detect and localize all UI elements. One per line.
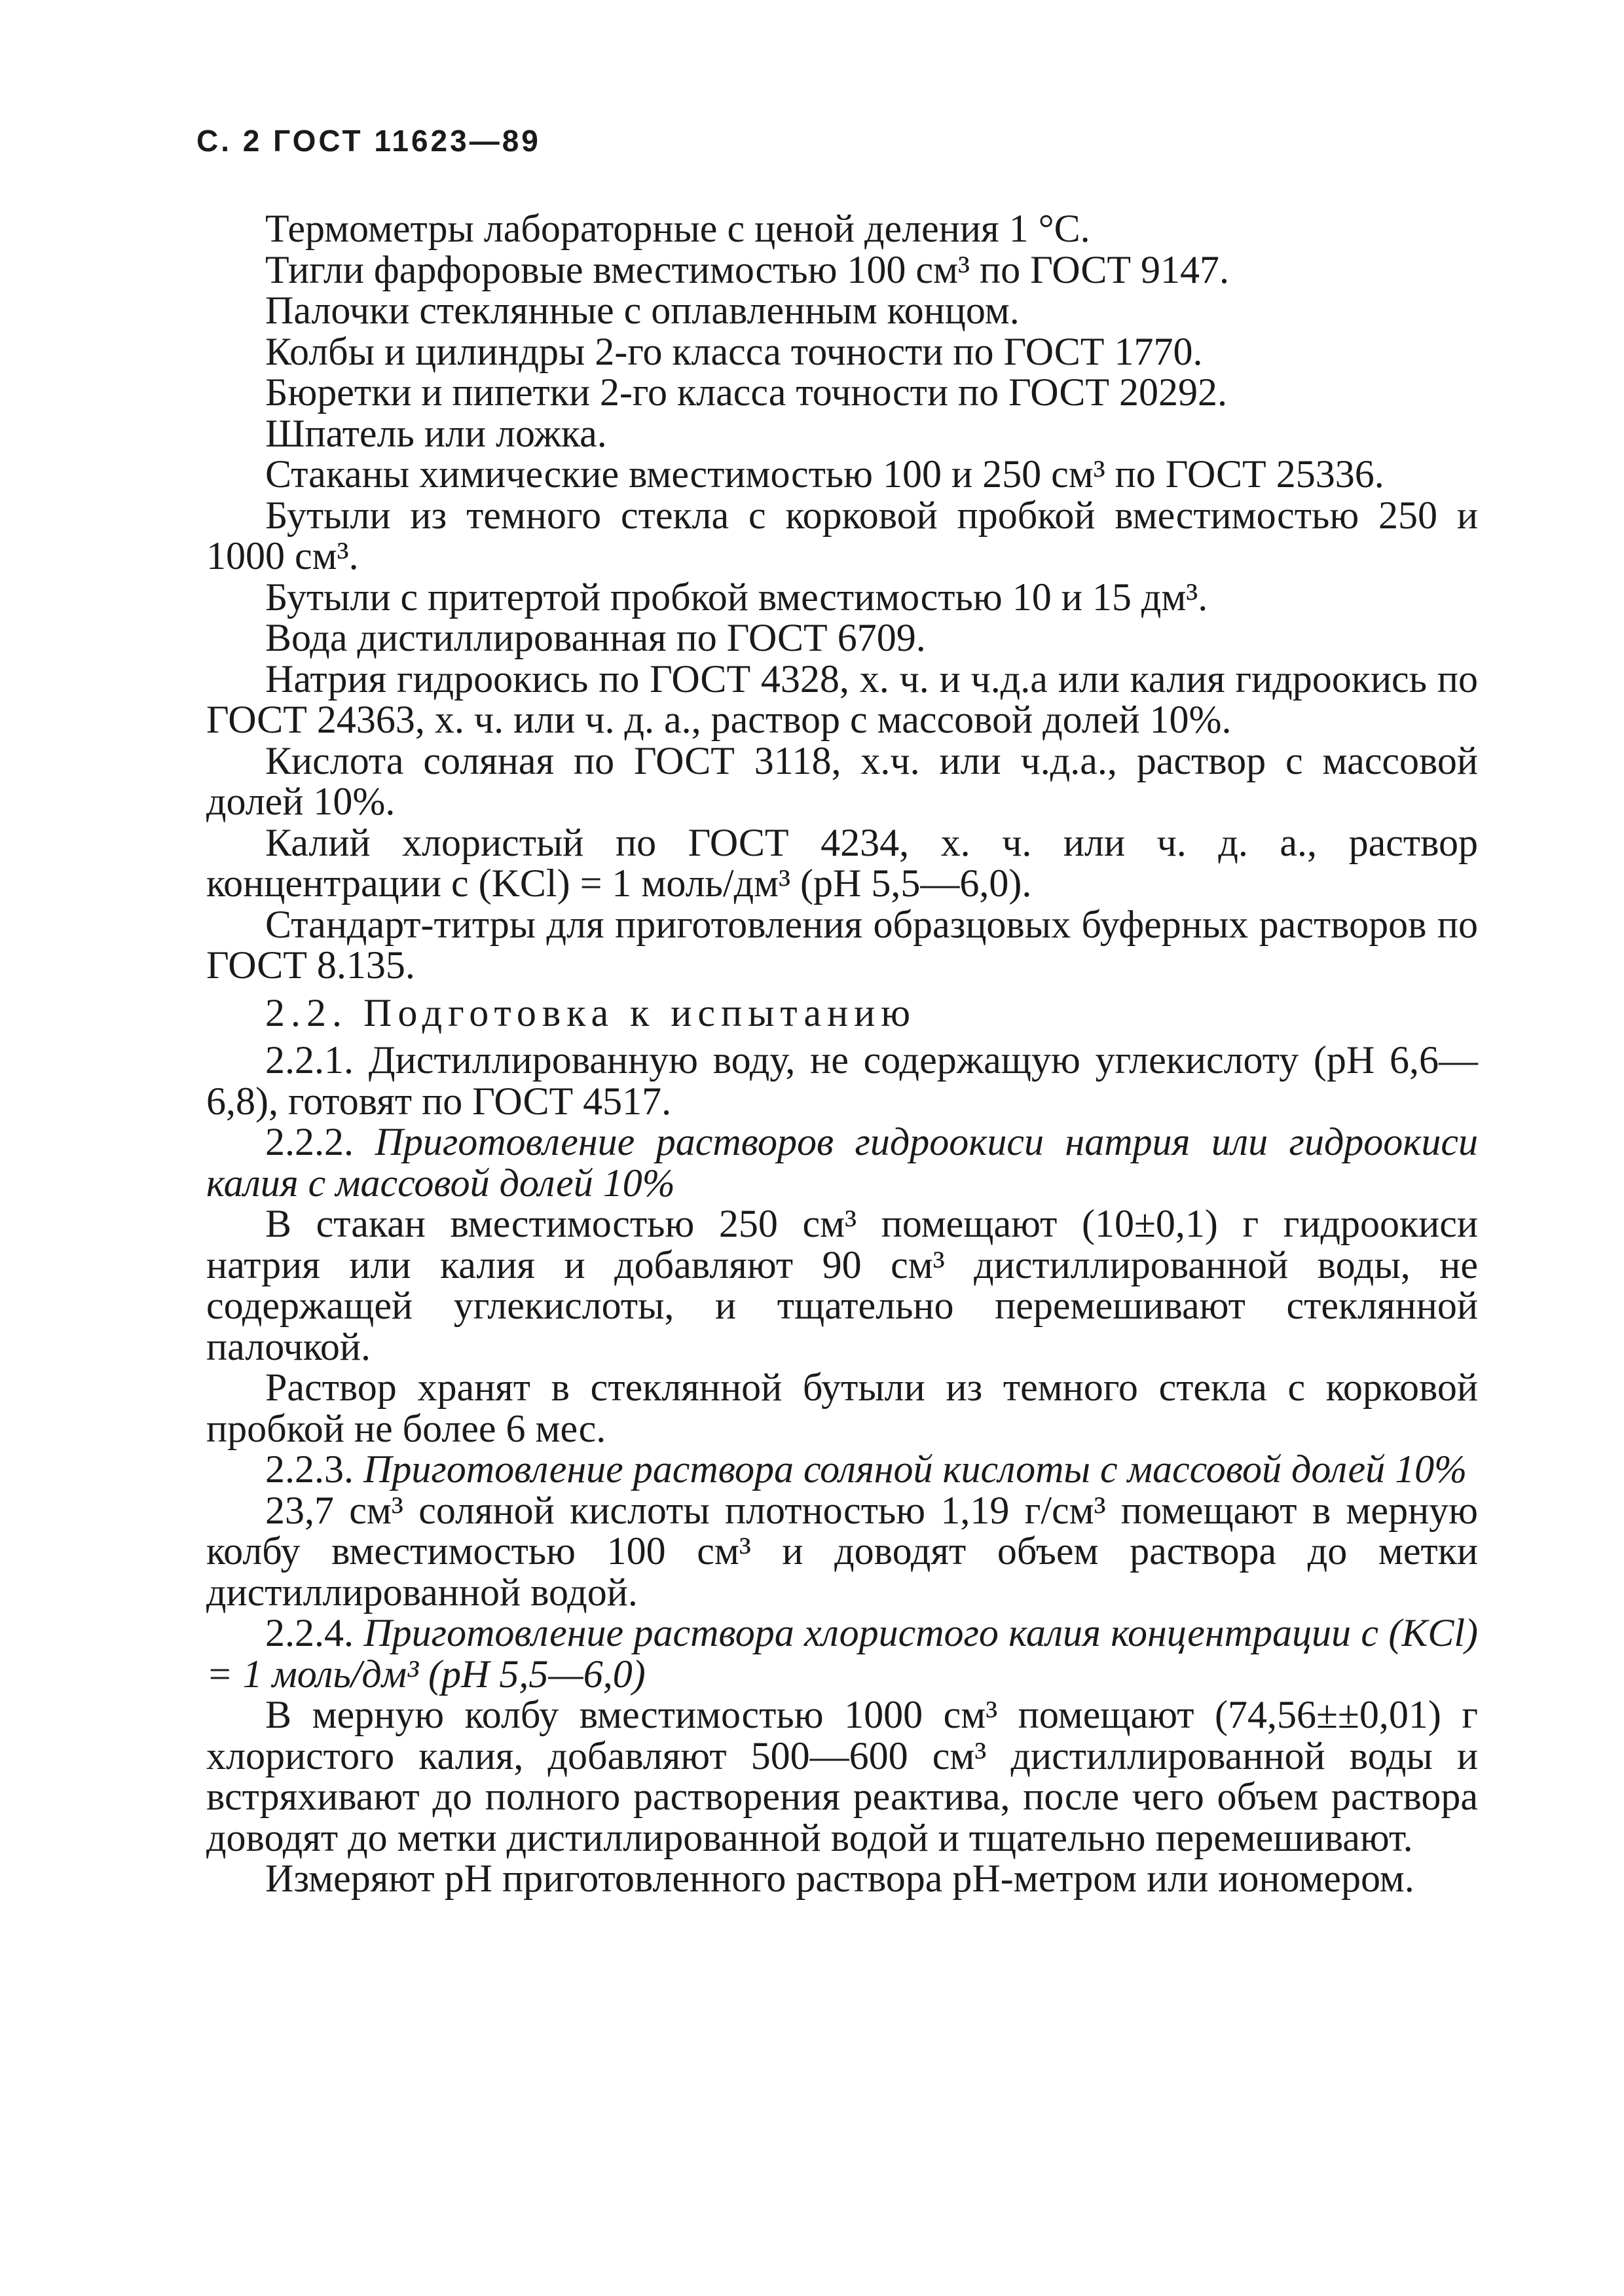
clause-2-2-3-text: 23,7 см³ соляной кислоты плотностью 1,19 г/см³ помещают в мерную колбу вместимостью 100 см³ и доводят объем раствора до метки дистиллированной водой.	[206, 1488, 1478, 1614]
equipment-item: Колбы и цилиндры 2-го класса точности по ГОСТ 1770.	[265, 329, 1203, 373]
reagent-item: Калий хлористый по ГОСТ 4234, х. ч. или ч. д. а., раствор концентрации с (KCl) = 1 моль/дм³ (pH 5,5—6,0).	[206, 820, 1478, 905]
reagent-item: Вода дистиллированная по ГОСТ 6709.	[265, 616, 926, 659]
clause-title: Приготовление раствора хлористого калия концентрации с (KCl) = 1 моль/дм³ (pH 5,5—6,0)	[206, 1611, 1478, 1696]
reagent-item: Стандарт-титры для приготовления образцовых буферных растворов по ГОСТ 8.135.	[206, 902, 1478, 987]
clause-2-2-2-storage: Раствор хранят в стеклянной бутыли из темного стекла с корковой пробкой не более 6 мес.	[206, 1366, 1478, 1450]
clause-2-2-1: 2.2.1. Дистиллированную воду, не содержащую углекислоту (pH 6,6—6,8), готовят по ГОСТ 4517.	[206, 1038, 1478, 1123]
reagent-item: Натрия гидроокись по ГОСТ 4328, х. ч. и ч.д.а или калия гидроокись по ГОСТ 24363, х. ч. или ч. д. а., раствор с массовой долей 10%.	[206, 657, 1478, 741]
clause-title: Приготовление растворов гидроокиси натрия или гидроокиси калия с массовой долей 10%	[206, 1120, 1478, 1205]
equipment-item: Шпатель или ложка.	[265, 411, 607, 455]
clause-2-2-4-heading	[206, 1613, 1478, 1694]
clause-number: 2.2.4.	[265, 1611, 364, 1654]
equipment-item: Бутыли из темного стекла с корковой пробкой вместимостью 250 и 1000 см³.	[206, 493, 1478, 577]
clause-2-2-2-heading	[206, 1121, 1478, 1203]
clause-2-2-3-heading	[206, 1449, 1478, 1490]
document-body	[206, 208, 1478, 1899]
clause-number: 2.2.2.	[265, 1120, 375, 1163]
equipment-item: Палочки стеклянные с оплавленным концом.	[265, 289, 1020, 332]
clause-number: 2.2.3.	[265, 1448, 363, 1491]
equipment-item: Стаканы химические вместимостью 100 и 250 см³ по ГОСТ 25336.	[265, 452, 1384, 496]
reagent-item: Кислота соляная по ГОСТ 3118, х.ч. или ч.д.а., раствор с массовой долей 10%.	[206, 738, 1478, 823]
clause-2-2-4-text: В мерную колбу вместимостью 1000 см³ помещают (74,56±±0,01) г хлористого калия, добавляют 500—600 см³ дистиллированной воды и встряхивают до полного растворения реактива, после чего объем раствора доводят до метки дистиллированной водой и тщательно перемешивают.	[206, 1693, 1478, 1859]
clause-title: Приготовление раствора соляной кислоты с массовой долей 10%	[363, 1448, 1467, 1491]
section-heading: 2.2. Подготовка к испытанию	[265, 991, 917, 1034]
page-header: С. 2 ГОСТ 11623—89	[196, 124, 541, 158]
equipment-item: Бюретки и пипетки 2-го класса точности по ГОСТ 20292.	[265, 371, 1228, 414]
equipment-item: Бутыли с притертой пробкой вместимостью 10 и 15 дм³.	[265, 575, 1208, 619]
equipment-item: Тигли фарфоровые вместимостью 100 см³ по ГОСТ 9147.	[265, 247, 1230, 291]
equipment-item: Термометры лабораторные с ценой деления 1 °С.	[265, 207, 1090, 250]
clause-2-2-2-text: В стакан вместимостью 250 см³ помещают (10±0,1) г гидроокиси натрия или калия и добавляют 90 см³ дистиллированной воды, не содержащей углекислоты, и тщательно перемешивают стеклянной палочкой.	[206, 1202, 1478, 1368]
clause-2-2-4-measure: Измеряют pH приготовленного раствора pH-метром или иономером.	[265, 1857, 1414, 1900]
